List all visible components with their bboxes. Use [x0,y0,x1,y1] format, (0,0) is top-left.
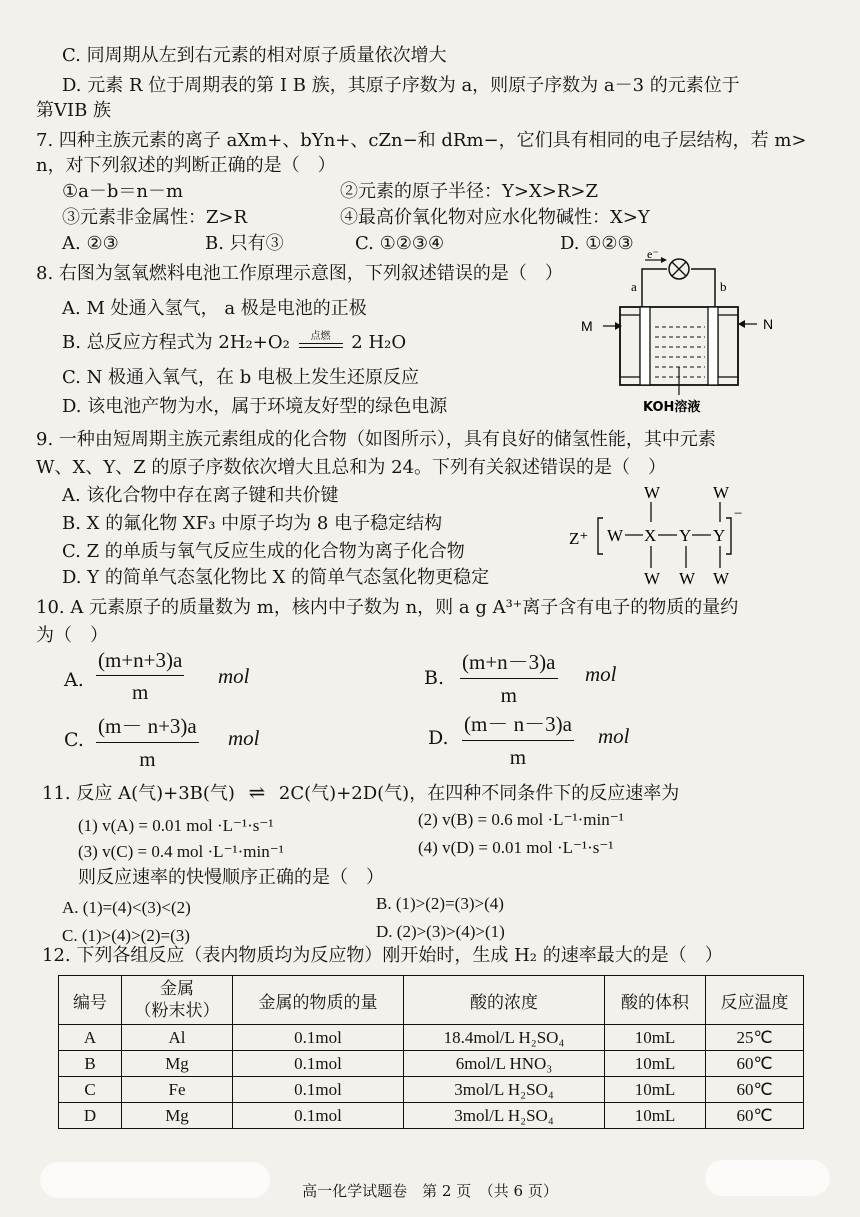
q9-stem-line1: 9. 一种由短周期主族元素组成的化合物（如图所示），具有良好的储氢性能，其中元素 [36,429,716,450]
header-temperature: 反应温度 [706,976,804,1025]
atom-y-2: Y [713,526,726,545]
q7-option-b: B. 只有③ [205,233,284,254]
q11-stem: 11. 反应 A(气)+3B(气) ⇌ 2C(气)+2D(气)，在四种不同条件下的反应速率为 [42,780,680,804]
q11-option-b: B. (1)>(2)=(3)>(4) [376,894,504,913]
atom-y-1: Y [679,526,692,545]
header-acid-volume: 酸的体积 [605,976,706,1025]
q7-statement-4: ④最高价氧化物对应水化物碱性：X>Y [340,207,650,228]
atom-w-bottom-x: W [644,569,661,588]
q8-option-a: A. M 处通入氢气， a 极是电池的正极 [62,298,367,319]
inlet-m-label: M [581,318,593,334]
cell: C [59,1077,122,1103]
q11-condition-1: (1) v(A) = 0.01 mol ·L⁻¹·s⁻¹ [78,816,274,835]
q10-option-c-label: C. [64,729,84,751]
table-header-row [59,976,804,1025]
cation-z-label: Z⁺ [569,529,589,548]
cell: 10mL [605,1025,706,1051]
cell: 0.1mol [233,1051,404,1077]
q11-condition-2: (2) v(B) = 0.6 mol ·L⁻¹·min⁻¹ [418,810,624,829]
q10-option-d-unit: mol [598,724,630,748]
cell: Al [122,1025,233,1051]
q8-option-b: B. 总反应方程式为 2H₂+O₂ 点燃 2 H₂O [62,331,406,355]
q7-option-c: C. ①②③④ [355,233,445,254]
q6-option-d-line2: 第VIB 族 [36,100,112,121]
q8-stem: 8. 右图为氢氧燃料电池工作原理示意图，下列叙述错误的是（ ） [36,263,563,284]
q10-option-c-fraction: $\frac{(m- n+3)a}{m}$ [96,710,199,772]
electrode-a-label: a [631,279,637,294]
cell: 0.1mol [233,1025,404,1051]
q7-stem-line1: 7. 四种主族元素的离子 aXm+、bYn+、cZn−和 dRm−，它们具有相同的电子层结构，若 m> [36,130,807,151]
header-metal-amount: 金属的物质的量 [233,976,404,1025]
atom-w-bottom-y1: W [679,569,696,588]
q10-option-b-label: B. [424,667,445,689]
cell: 3mol/L H₂SO₄ [404,1103,605,1129]
table-row [59,1051,804,1077]
q10-stem-line2: 为（ ） [36,625,108,646]
q12-table [58,975,804,1129]
cell: 10mL [605,1051,706,1077]
q10-option-a-unit: mol [218,664,250,688]
atom-w-top-y: W [713,483,730,502]
table-row [59,1077,804,1103]
q11-option-d: D. (2)>(3)>(4)>(1) [376,922,505,941]
cell: 10mL [605,1103,706,1129]
q10-stem-line1: 10. A 元素原子的质量数为 m，核内中子数为 n，则 a g A³⁺离子含有电子的物质的量约 [36,597,739,618]
q6-option-c: C. 同周期从左到右元素的相对原子质量依次增大 [62,45,447,66]
atom-w-top-x: W [644,483,661,502]
anion-charge: − [734,506,743,522]
header-metal: 金属 （粉末状） [122,976,233,1025]
q11-option-c: C. (1)>(4)>(2)=(3) [62,926,190,945]
q7-statement-2: ②元素的原子半径：Y>X>R>Z [340,181,599,202]
electron-label: e⁻ [647,247,659,261]
q8-condition-label: 点燃 [310,331,331,342]
equilibrium-arrow-icon: ⇌ [248,780,266,804]
q8-option-c: C. N 极通入氧气，在 b 电极上发生还原反应 [62,367,420,388]
cell: 0.1mol [233,1077,404,1103]
q9-option-b: B. X 的氟化物 XF₃ 中原子均为 8 电子稳定结构 [62,513,443,534]
q12-stem: 12. 下列各组反应（表内物质均为反应物）刚开始时，生成 H₂ 的速率最大的是（ ） [42,945,723,966]
header-id: 编号 [59,976,122,1025]
koh-solution-label: KOH溶液 [643,400,701,415]
q7-option-a: A. ②③ [62,233,119,254]
cell: 6mol/L HNO₃ [404,1051,605,1077]
q7-statement-1: ①a－b＝n－m [62,181,184,202]
q10-option-d-fraction: $\frac{(m- n-3)a}{m}$ [462,708,574,770]
q10-option-c-unit: mol [228,726,260,750]
compound-structure-diagram [565,478,815,590]
cell: Mg [122,1051,233,1077]
cell: 0.1mol [233,1103,404,1129]
inlet-n-label: N [763,316,774,332]
electrode-b-label: b [720,279,727,294]
q11-question: 则反应速率的快慢顺序正确的是（ ） [78,867,384,888]
cell: 3mol/L H₂SO₄ [404,1077,605,1103]
q7-stem-line2: n，对下列叙述的判断正确的是（ ） [36,155,336,176]
cell: B [59,1051,122,1077]
table-row [59,1103,804,1129]
q7-option-d: D. ①②③ [560,233,634,254]
header-acid-concentration: 酸的浓度 [404,976,605,1025]
q9-option-c: C. Z 的单质与氧气反应生成的化合物为离子化合物 [62,541,465,562]
cell: 60℃ [706,1077,804,1103]
atom-w-bottom-y2: W [713,569,730,588]
q9-stem-line2: W、X、Y、Z 的原子序数依次增大且总和为 24。下列有关叙述错误的是（ ） [36,457,667,478]
atom-x: X [644,526,657,545]
cell: D [59,1103,122,1129]
table-row [59,1025,804,1051]
fuel-cell-diagram [575,247,825,415]
atom-w-left: W [607,526,624,545]
cell: 25℃ [706,1025,804,1051]
cell: 60℃ [706,1051,804,1077]
cell: 60℃ [706,1103,804,1129]
cell: A [59,1025,122,1051]
cell: 10mL [605,1077,706,1103]
cell: Mg [122,1103,233,1129]
q9-option-d: D. Y 的简单气态氢化物比 X 的简单气态氢化物更稳定 [62,567,490,588]
q6-option-d-line1: D. 元素 R 位于周期表的第 I B 族，其原子序数为 a，则原子序数为 a－3 的元素位于 [62,75,740,96]
q8-option-d: D. 该电池产物为水，属于环境友好型的绿色电源 [62,396,448,417]
q10-option-b-fraction: $\frac{(m+n-3)a}{m}$ [460,646,558,708]
cell: Fe [122,1077,233,1103]
page-footer: 高一化学试题卷 第 2 页 （共 6 页） [302,1182,558,1200]
q7-statement-3: ③元素非金属性：Z>R [62,207,248,228]
q11-condition-4: (4) v(D) = 0.01 mol ·L⁻¹·s⁻¹ [418,838,614,857]
q9-option-a: A. 该化合物中存在离子键和共价键 [62,485,339,506]
cell: 18.4mol/L H₂SO₄ [404,1025,605,1051]
q10-option-a-label: A. [64,669,84,691]
q11-option-a: A. (1)=(4)<(3)<(2) [62,898,191,917]
q10-option-b-unit: mol [585,662,617,686]
q11-condition-3: (3) v(C) = 0.4 mol ·L⁻¹·min⁻¹ [78,842,284,861]
q10-option-d-label: D. [428,727,449,749]
q10-option-a-fraction: $\frac{(m+n+3)a}{m}$ [98,648,183,704]
